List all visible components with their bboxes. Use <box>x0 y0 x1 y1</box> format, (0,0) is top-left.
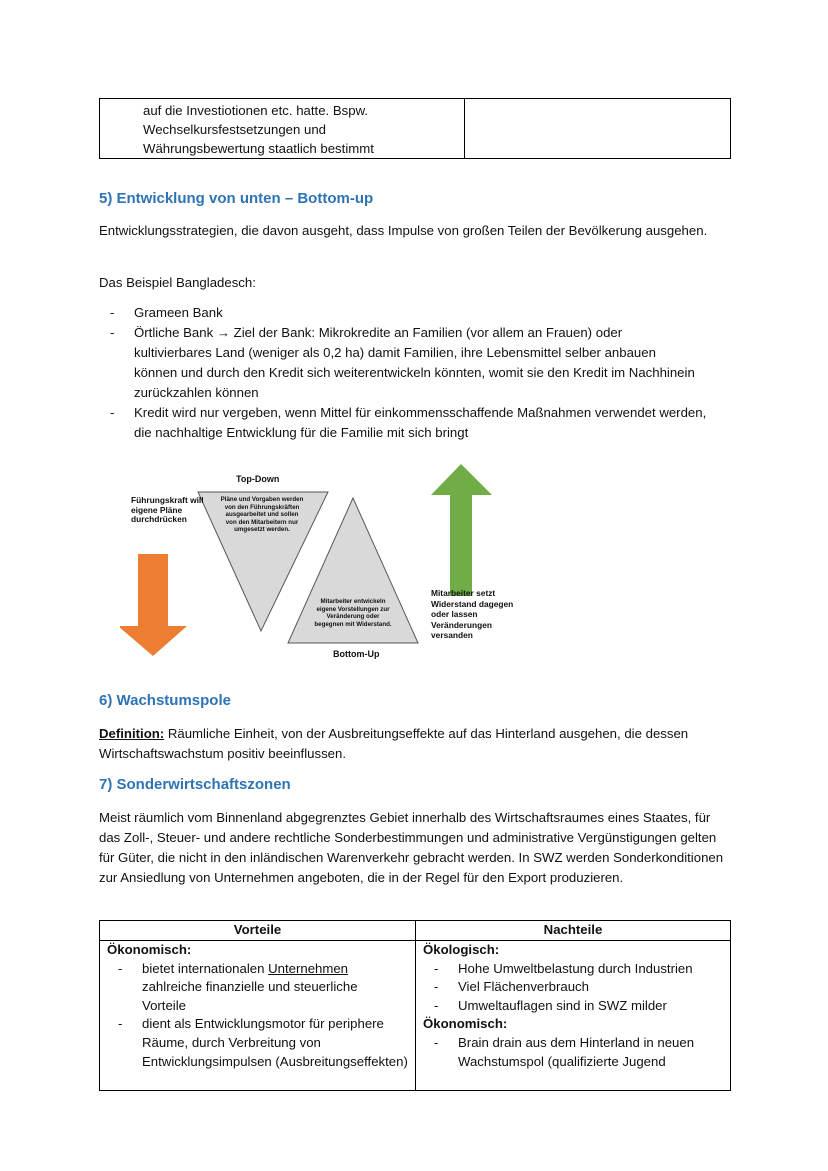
definition-text: Räumliche Einheit, von der Ausbreitungseffekte auf das Hinterland ausgehen, die dessen Wirtschaftswachstum positiv beeinflussen. <box>99 726 689 761</box>
up-triangle-text: Mitarbeiter entwickeln eigene Vorstellungen zur Veränderung oder begegnen mit Widerstand. <box>314 598 392 628</box>
swz-disadvantages-cell <box>416 941 731 1091</box>
top-down-label: Top-Down <box>236 474 280 484</box>
swz-advantages-cell <box>100 941 416 1091</box>
top-table <box>99 98 731 159</box>
disadvantages-list-1 <box>416 960 724 1016</box>
bottom-up-label: Bottom-Up <box>333 649 380 659</box>
disadvantages-subheading: Ökologisch: <box>423 942 500 957</box>
list-item: - dient als Entwicklungsmotor für periphere Räume, durch Verbreitung von Entwicklungsimpulsen (Ausbreitungseffekten) <box>100 1015 411 1071</box>
section6-definition <box>99 724 729 764</box>
up-arrow <box>431 464 492 596</box>
advantage-underlined: Unternehmen <box>268 960 349 976</box>
top-table-line: Wechselkursfestsetzungen und <box>143 122 327 137</box>
section5-list <box>100 303 730 443</box>
disadvantages-list-2 <box>416 1034 724 1071</box>
section7-heading: 7) Sonderwirtschaftszonen <box>99 776 291 793</box>
section6-heading: 6) Wachstumspole <box>99 692 231 709</box>
section7-paragraph: Meist räumlich vom Binnenland abgegrenztes Gebiet innerhalb des Wirtschaftsraumes eines Staates, für das Zoll-, Steuer- und andere rechtliche Sonderbestimmungen und administrative Vergünstigungen gelten für Güter, die nicht in den inländischen Warenverkehr gebracht werden. In SWZ werden Sonderkonditionen zur Ansiedlung von Unternehmen angeboten, die in der Regel für den Export produzieren. <box>99 810 724 885</box>
list-item: - Grameen Bank <box>100 303 730 323</box>
disadvantages-subheading-2: Ökonomisch: <box>423 1016 508 1032</box>
left-caption: Führungskraft will eigene Pläne durchdrücken <box>131 495 204 525</box>
definition-label: Definition: <box>99 726 165 741</box>
top-table-left-cell <box>100 99 465 159</box>
advantages-list <box>100 960 411 1072</box>
section5-example: Das Beispiel Bangladesch: <box>99 275 256 290</box>
right-caption: Mitarbeiter setzt Widerstand dagegen oder lassen Veränderungen versanden <box>431 588 514 641</box>
list-item: - Viel Flächenverbrauch <box>416 978 724 997</box>
top-table-right-cell <box>465 99 731 159</box>
advantage-text: zahlreiche finanzielle und steuerliche Vorteile <box>142 979 358 1013</box>
list-item: - Hohe Umweltbelastung durch Industrien <box>416 960 724 979</box>
swz-table <box>99 920 731 1091</box>
section5-paragraph: Entwicklungsstrategien, die davon ausgeht, dass Impulse von großen Teilen der Bevölkerung ausgehen. <box>99 223 708 238</box>
list-item: - Brain drain aus dem Hinterland in neuen Wachstumspol (qualifizierte Jugend <box>416 1034 724 1071</box>
section5-heading: 5) Entwicklung von unten – Bottom-up <box>99 190 374 207</box>
swz-header-advantages: Vorteile <box>100 921 416 941</box>
top-table-line: auf die Investiotionen etc. hatte. Bspw. <box>143 103 369 118</box>
swz-header-disadvantages: Nachteile <box>416 921 731 941</box>
list-item <box>100 960 411 1016</box>
list-item: - Örtliche Bank → Ziel der Bank: Mikrokredite an Familien (vor allem an Frauen) oder kultivierbares Land (weniger als 0,2 ha) damit Familien, ihre Lebensmittel selber anbauen können und durch den Kredit sich weiterentwickeln könnten, womit sie den Kredit im Nachhinein zurückzahlen können <box>100 323 730 403</box>
down-triangle-text: Pläne und Vorgaben werden von den Führungskräften ausgearbeitet und sollen von den Mitarbeitern nur umgesetzt werden. <box>220 496 304 534</box>
top-table-line: Währungsbewertung staatlich bestimmt <box>143 141 374 156</box>
list-item: - Kredit wird nur vergeben, wenn Mittel für einkommensschaffende Maßnahmen verwendet werden, die nachhaltige Entwicklung für die Familie mit sich bringt <box>100 403 730 443</box>
down-arrow <box>120 554 187 656</box>
advantages-subheading: Ökonomisch: <box>107 942 192 957</box>
top-bottom-diagram <box>120 460 540 670</box>
list-item: - Umweltauflagen sind in SWZ milder <box>416 997 724 1016</box>
advantage-text: bietet internationalen <box>142 960 269 976</box>
